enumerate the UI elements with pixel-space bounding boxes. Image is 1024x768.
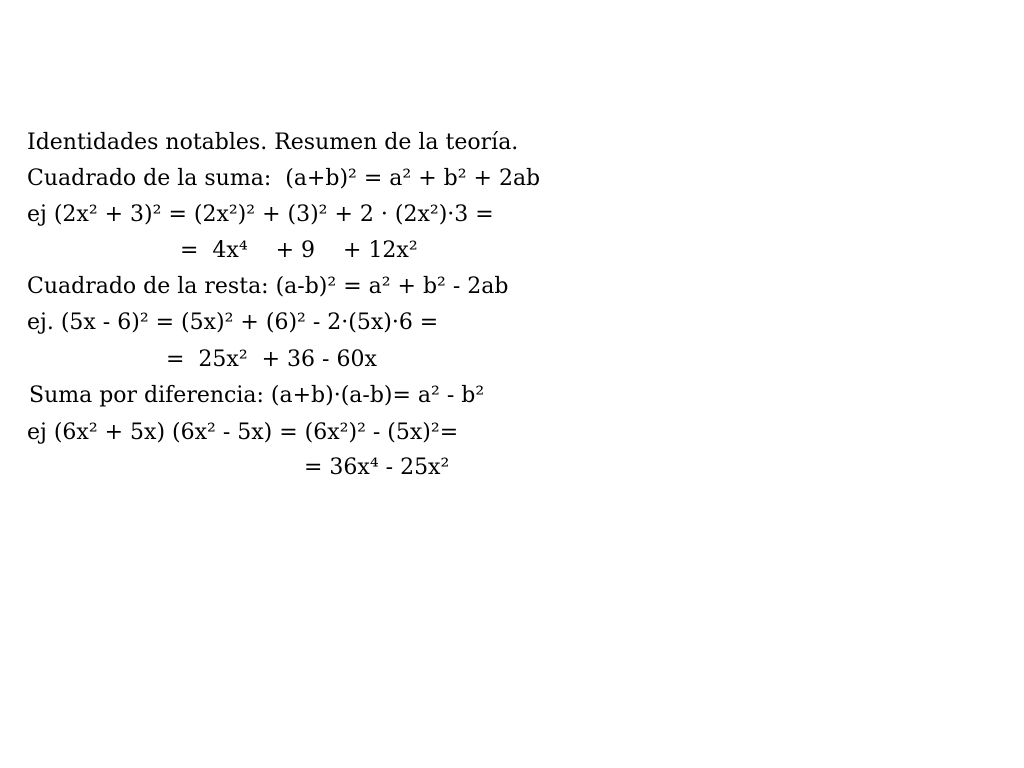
sum-difference-result: = 36x⁴ - 25x² — [304, 455, 450, 480]
difference-square-example: ej. (5x - 6)² = (5x)² + (6)² - 2·(5x)·6 = — [27, 310, 439, 335]
sum-difference-example: ej (6x² + 5x) (6x² - 5x) = (6x²)² - (5x)²= — [27, 420, 459, 445]
sum-square-formula: Cuadrado de la suma: (a+b)² = a² + b² + 2ab — [27, 166, 541, 191]
sum-difference-formula: Suma por diferencia: (a+b)·(a-b)= a² - b² — [29, 383, 485, 408]
difference-square-formula: Cuadrado de la resta: (a-b)² = a² + b² - 2ab — [27, 274, 509, 299]
difference-square-result: = 25x² + 36 - 60x — [166, 347, 377, 372]
title-line: Identidades notables. Resumen de la teoría. — [27, 130, 519, 155]
sum-square-result: = 4x⁴ + 9 + 12x² — [180, 238, 418, 263]
sum-square-example: ej (2x² + 3)² = (2x²)² + (3)² + 2 · (2x²)·3 = — [27, 202, 494, 227]
